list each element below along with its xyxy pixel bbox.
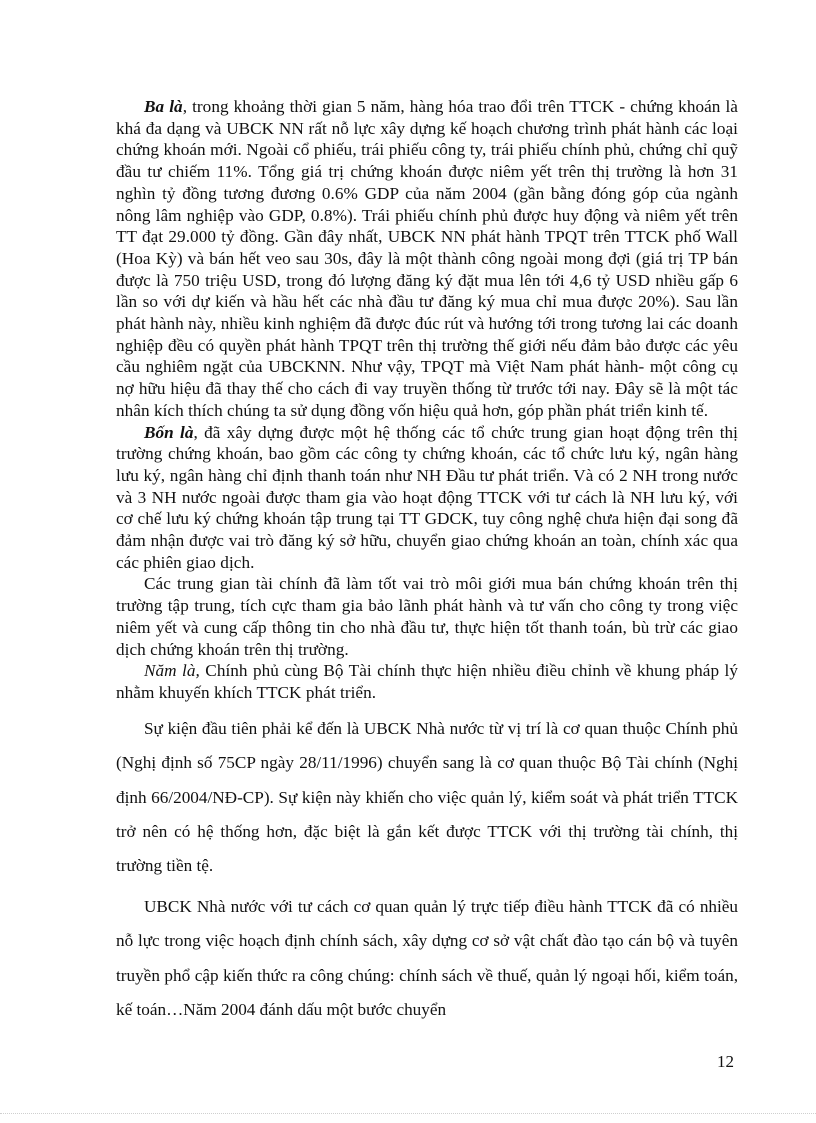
paragraph-ba-la xyxy=(116,96,738,422)
paragraph-bon-la xyxy=(116,422,738,574)
paragraph-ubck: UBCK Nhà nước với tư cách cơ quan quản lý trực tiếp điều hành TTCK đã có nhiều nỗ lực trong việc hoạch định chính sách, xây dựng cơ sở vật chất đào tạo cán bộ và tuyên truyền phổ cập kiến thức ra công chúng: chính sách về thuế, quản lý ngoại hối, kiểm toán, kế toán…Năm 2004 đánh dấu một bước chuyển xyxy=(116,896,738,1019)
loose-paragraphs xyxy=(116,712,738,1028)
page-number: 12 xyxy=(717,1052,734,1071)
page-bottom-divider xyxy=(0,1113,816,1114)
document-body xyxy=(116,96,738,1033)
paragraph-lead: Bốn là xyxy=(144,422,194,442)
paragraph-text: Các trung gian tài chính đã làm tốt vai trò môi giới mua bán chứng khoán trên thị trường tập trung, tích cực tham gia bảo lãnh phát hành và tư vấn cho công ty trong việc niêm yết và cung cấp thông tin cho nhà đầu tư, thực hiện tốt thanh toán, bù trừ các giao dịch chứng khoán trên thị trường. xyxy=(116,574,738,659)
paragraph-trung-gian xyxy=(116,573,738,660)
paragraph-nam-la xyxy=(116,660,738,703)
tight-paragraphs xyxy=(116,96,738,704)
paragraph-su-kien: Sự kiện đầu tiên phải kể đến là UBCK Nhà nước từ vị trí là cơ quan thuộc Chính phủ (Nghị định số 75CP ngày 28/11/1996) chuyển sang là cơ quan thuộc Bộ Tài chính (Nghị định 66/2004/NĐ-CP). Sự kiện này khiến cho việc quản lý, kiểm soát và phát triển TTCK trở nên có hệ thống hơn, đặc biệt là gắn kết được TTCK với thị trường tài chính, thị trường tiền tệ. xyxy=(116,718,738,876)
paragraph-text: Chính phủ cùng Bộ Tài chính thực hiện nhiều điều chỉnh về khung pháp lý nhằm khuyến khích TTCK phát triển. xyxy=(116,661,738,702)
paragraph-lead: Ba là xyxy=(144,97,183,116)
paragraph-lead: Năm là, xyxy=(144,661,200,681)
paragraph-text: , đã xây dựng được một hệ thống các tổ chức trung gian hoạt động trên thị trường chứng khoán, bao gồm các công ty chứng khoán, các tổ chức lưu ký, ngân hàng lưu ký, ngân hàng chỉ định thanh toán như NH Đầu tư phát triển. Và có 2 NH trong nước và 3 NH nước ngoài được tham gia vào hoạt động TTCK với tư cách là NH lưu ký, với cơ chế lưu ký chứng khoán tập trung tại TT GDCK, tuy công nghệ chưa hiện đại song đã đảm nhận được vai trò đăng ký sở hữu, chuyển giao chứng khoán an toàn, chính xác qua các phiên giao dịch. xyxy=(116,422,738,572)
paragraph-text: , trong khoảng thời gian 5 năm, hàng hóa trao đổi trên TTCK - chứng khoán là khá đa dạng và UBCK NN rất nỗ lực xây dựng kế hoạch chương trình phát hành các loại chứng khoán mới. Ngoài cổ phiếu, trái phiếu công ty, trái phiếu chính phủ, chứng chỉ quỹ đầu tư chiếm 11%. Tổng giá trị chứng khoán được niêm yết trên thị trường là hơn 31 nghìn tỷ đồng tương đương 0.6% GDP của năm 2004 (gần bằng đóng góp của ngành nông lâm nghiệp vào GDP, 0.8%). Trái phiếu chính phủ được huy động và niêm yết trên TT đạt 29.000 tỷ đồng. Gần đây nhất, UBCK NN phát hành TPQT trên TTCK phố Wall (Hoa Kỳ) và bán hết veo sau 30s, đây là một thành công ngoài mong đợi (giá trị TP bán được là 750 triệu USD, trong đó lượng đăng ký đặt mua lên tới 4,6 tỷ USD nhiều gấp 6 lần so với dự kiến và hầu hết các nhà đầu tư đăng ký mua chỉ mua được 20%). Sau lần phát hành này, nhiều kinh nghiệm đã được đúc rút và hướng tới trong tương lai các doanh nghiệp đều có quyền phát hành TPQT trên thị trường thế giới nếu đảm bảo được các yêu cầu nghiêm ngặt của UBCKNN. Như vậy, TPQT mà Việt Nam phát hành- một công cụ nợ hữu hiệu đã thay thế cho cách đi vay truyền thống từ trước tới nay. Đây sẽ là một tác nhân kích thích chúng ta sử dụng đồng vốn hiệu quả hơn, góp phần phát triển kinh tế. xyxy=(116,97,738,420)
